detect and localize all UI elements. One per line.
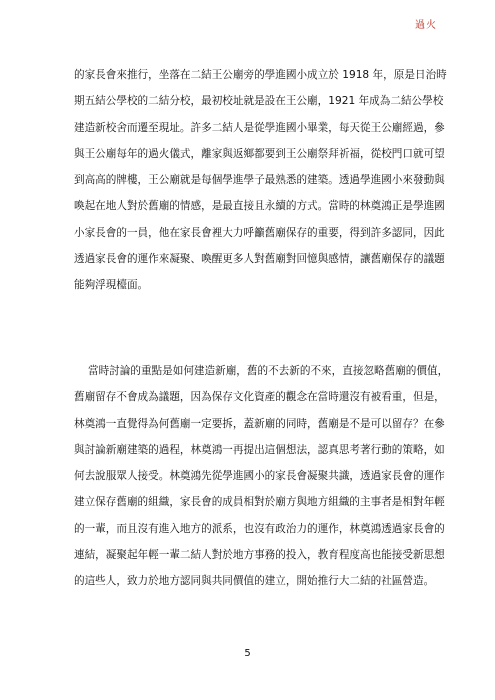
paragraph-line: 的家長會來推行，坐落在二結王公廟旁的學進國小成立於 1918 年，原是日治時 <box>74 69 447 81</box>
paragraph-line: 的一輩，而且沒有進入地方的派系，也沒有政治力的運作，林奠鴻透過家長會的 <box>74 522 445 535</box>
paragraph-line: 何去說服眾人接受。林奠鴻先從學進國小的家長會凝聚共識，透過家長會的運作 <box>74 470 445 483</box>
paragraph-line: 能夠浮現檯面。 <box>74 279 149 292</box>
paragraph-line: 與討論新廟建築的過程，林奠鴻一再提出這個想法，認真思考著行動的策略，如 <box>74 443 445 456</box>
paragraph-line: 透過家長會的運作來凝聚、喚醒更多人對舊廟對回憶與感情，讓舊廟保存的議題 <box>74 253 445 266</box>
paragraph-line: 建立保存舊廟的組織，家長會的成員相對於廟方與地方組織的主事者是相對年輕 <box>74 496 445 509</box>
paragraph-line: 建造新校舍而遷至現址。許多二結人是從學進國小畢業，每天從王公廟經過，參 <box>74 121 445 134</box>
paragraph-line: 期五結公學校的二結分校，最初校址就是設在王公廟，1921 年成為二結公學校 <box>74 95 444 108</box>
paragraph-line: 與王公廟每年的過火儀式，離家與返鄉都要到王公廟祭拜祈福，從校門口就可望 <box>74 147 445 160</box>
paragraph-line: 小家長會的一員，他在家長會裡大力呼籲舊廟保存的重要，得到許多認同，因此 <box>74 226 445 239</box>
paragraph-line: 喚起在地人對於舊廟的情感，是最直接且永續的方式。當時的林奠鴻正是學進國 <box>74 200 445 213</box>
paragraph-line: 連結，凝聚起年輕一輩二結人對於地方事務的投入，教育程度高也能接受新思想 <box>74 549 445 562</box>
page-number: 5 <box>244 648 251 659</box>
paragraph-line: 林奠鴻一直覺得為何舊廟一定要拆，蓋新廟的同時，舊廟是不是可以留存？在參 <box>74 417 445 430</box>
paragraph-1 <box>74 62 447 299</box>
paragraph-line: 到高高的牌樓，王公廟就是每個學進學子最熟悉的建築。透過學進國小來發動與 <box>74 174 445 187</box>
paragraph-line: 當時討論的重點是如何建造新廟，舊的不去新的不來，直接忽略舊廟的價值， <box>88 365 449 377</box>
paragraph-line: 的這些人，致力於地方認同與共同價值的建立，開始推行大二結的社區營造。 <box>74 575 435 588</box>
header-mark: 過火 <box>415 20 437 31</box>
paragraph-line: 舊廟留存不會成為議題，因為保存文化資產的觀念在當時還沒有被看重，但是， <box>74 391 445 404</box>
paragraph-2 <box>74 358 449 595</box>
